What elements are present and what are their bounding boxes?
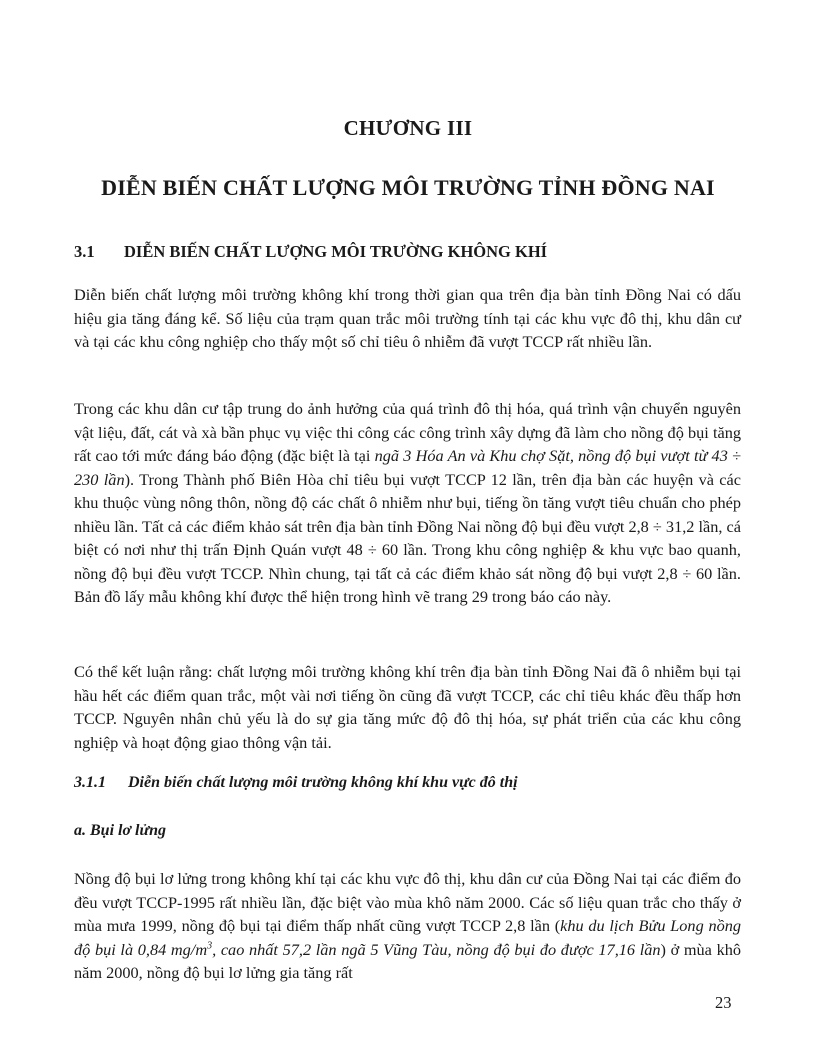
paragraph-text: Nồng độ bụi lơ lửng trong không khí tại các khu vực đô thị, khu dân cư của Đồng Nai tại các điểm đo đều vượt TCCP-1995 rất nhiều lần, đặc biệt vào mùa khô năm 2000. Các số liệu quan trắc cho thấy ở mùa mưa 1999, nồng độ bụi tại điểm thấp nhất cũng vượt TCCP 2,8 lần ( [74, 869, 741, 935]
emphasis-text: khu du lịch Bửu Long nồng độ bụi là 0,84 mg/m [74, 916, 742, 959]
chapter-heading: CHƯƠNG III [343, 116, 473, 140]
section-title: DIỄN BIẾN CHẤT LƯỢNG MÔI TRƯỜNG KHÔNG KHÍ [124, 242, 548, 261]
paragraph-intro: Diễn biến chất lượng môi trường không khí trong thời gian qua trên địa bàn tỉnh Đồng Nai có dấu hiệu gia tăng đáng kể. Số liệu của trạm quan trắc môi trường tính tại các khu vực đô thị, khu dân cư và tại các khu công nghiệp cho thấy một số chỉ tiêu ô nhiễm đã vượt TCCP rất nhiều lần. [74, 285, 741, 351]
subsection-number: 3.1.1 [74, 774, 106, 791]
section-number: 3.1 [74, 242, 95, 261]
paragraph-text: Trong các khu dân cư tập trung do ảnh hưởng của quá trình đô thị hóa, quá trình vận chuyển nguyên vật liệu, đất, cát và xà bần phục vụ việc thi công các công trình xây dựng đã làm cho nồng độ bụi tăng rất cao tới mức đáng báo động (đặc biệt là tại [74, 399, 741, 465]
paragraph-text: ) ở mùa khô năm 2000, nồng độ bụi lơ lửng gia tăng rất [74, 939, 741, 982]
subsection-heading [74, 774, 518, 792]
chapter-title: DIỄN BIẾN CHẤT LƯỢNG MÔI TRƯỜNG TỈNH ĐỒNG NAI [101, 175, 715, 200]
paragraph-emphasis: ngã 3 Hóa An và Khu chợ Sặt, nồng độ bụi vượt từ 43 ÷ 230 lần [74, 446, 741, 489]
paragraph-suspended-dust [74, 867, 741, 985]
paragraph-conclusion: Có thể kết luận rằng: chất lượng môi trường không khí trên địa bàn tỉnh Đồng Nai đã ô nhiễm bụi tại hầu hết các điểm quan trắc, một vài nơi tiếng ồn cũng đã vượt TCCP, các chỉ tiêu khác đều thấp hơn TCCP. Nguyên nhân chủ yếu là do sự gia tăng mức độ đô thị hóa, sự phát triển của các khu công nghiệp và hoạt động giao thông vận tải. [74, 662, 741, 752]
paragraph-residential-dust [74, 397, 741, 609]
section-heading [74, 242, 547, 262]
page-number: 23 [715, 993, 732, 1012]
paragraph-text: ). Trong Thành phố Biên Hòa chỉ tiêu bụi vượt TCCP 12 lần, trên địa bàn các huyện và các khu thuộc vùng nông thôn, nồng độ các chất ô nhiễm như bụi, tiếng ồn tăng vượt tiêu chuẩn cho phép nhiều lần. Tất cả các điểm khảo sát trên địa bàn tỉnh Đồng Nai nồng độ bụi đều vượt 2,8 ÷ 31,2 lần, cá biệt có nơi như thị trấn Định Quán vượt 48 ÷ 60 lần. Trong khu công nghiệp & khu vực bao quanh, nồng độ bụi đều vượt TCCP. Nhìn chung, tại tất cả các điểm khảo sát nồng độ bụi vượt 2,8 ÷ 60 lần. Bản đồ lấy mẫu không khí được thể hiện trong hình vẽ trang 29 trong báo cáo này. [74, 469, 741, 606]
subsection-title: Diễn biến chất lượng môi trường không khí khu vực đô thị [128, 774, 518, 791]
superscript: 3 [207, 940, 213, 952]
subsubsection-heading: a. Bụi lơ lửng [74, 822, 166, 839]
emphasis-text: , cao nhất 57,2 lần ngã 5 Vũng Tàu, nồng độ bụi đo được 17,16 lần [212, 939, 661, 959]
